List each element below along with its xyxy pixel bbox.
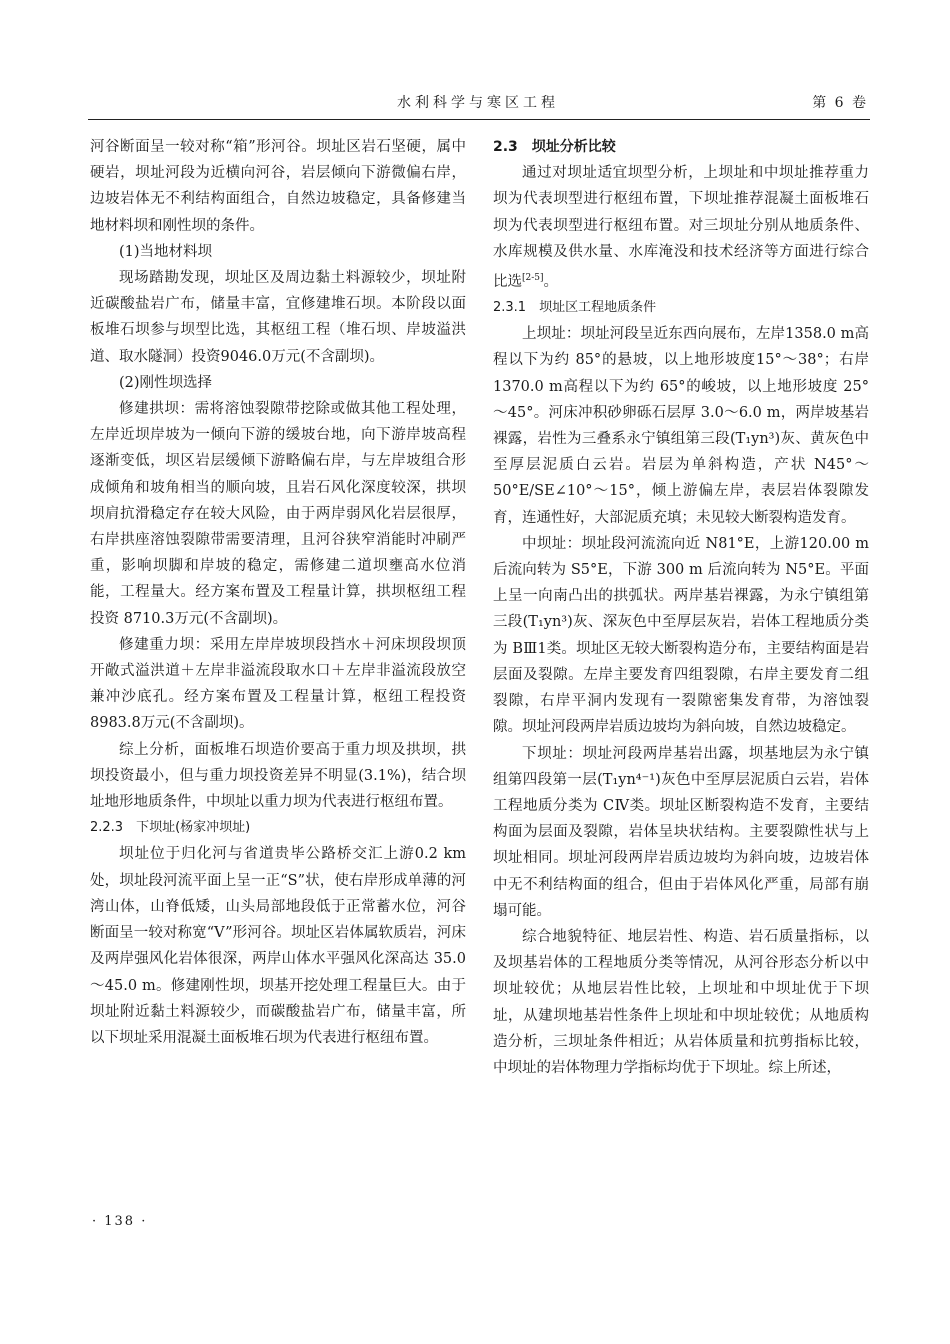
paragraph: 上坝址：坝址河段呈近东西向展布，左岸1358.0 m高程以下为约 85°的悬坡，以上地形坡度15°～38°；右岸 1370.0 m高程以下为约 65°的峻坡，以上地形坡度 25°～45°。河床冲积砂卵砾石层厚 3.0～6.0 m，两岸坡基岩裸露，岩性为三叠系永宁镇组第三段(T₁yn³)灰、黄灰色中至厚层泥质白云岩。岩层为单斜构造，产状 N45°～50°E/SE∠10°～15°，倾上游偏左岸，表层岩体裂隙发育，连通性好，大部泥质充填；未见较大断裂构造发育。 bbox=[493, 326, 869, 526]
paragraph-end: 。 bbox=[543, 273, 559, 290]
paragraph: 河谷断面呈一较对称“箱”形河谷。坝址区岩石坚硬，属中硬岩，坝址河段为近横向河谷，岩层倾向下游微偏右岸，边坡岩体无不利结构面组合，自然边坡稳定，具备修建当地材料坝和刚性坝的条件。 bbox=[90, 139, 466, 234]
page-number: · 138 · bbox=[92, 1214, 148, 1229]
paragraph: 中坝址：坝址段河流流向近 N81°E，上游120.00 m后流向转为 S5°E，下游 300 m 后流向转为 N5°E。平面上呈一向南凸出的拱弧状。两岸基岩裸露，为永宁镇组第三段(T₁yn³)灰、深灰色中至厚层灰岩，岩体工程地质分类为 BⅢ1类。坝址区无较大断裂构造分布，主要结构面是岩层面及裂隙。左岸主要发育四组裂隙，右岸主要发育二组裂隙，右岸平洞内发现有一裂隙密集发育带，为溶蚀裂隙。坝址河段两岸岩质边坡均为斜向坡，自然边坡稳定。 bbox=[493, 535, 869, 736]
paragraph: 下坝址：坝址河段两岸基岩出露，坝基地层为永宁镇组第四段第一层(T₁yn⁴⁻¹)灰色中至厚层泥质白云岩，岩体工程地质分类为 CⅣ类。坝址区断裂构造不发育，主要结构面为层面及裂隙，岩体呈块状结构。主要裂隙性状与上坝址相同。坝址河段两岸岩质边坡均为斜向坡，边坡岩体中无不利结构面的组合，但由于岩体风化严重，局部有崩塌可能。 bbox=[493, 745, 869, 919]
paragraph: 现场踏勘发现，坝址区及周边黏土料源较少，坝址附近碳酸盐岩广布，储量丰富，宜修建堆石坝。本阶段以面板堆石坝参与坝型比选，其枢纽工程（堆石坝、岸坡溢洪道、取水隧洞）投资9046.0万元(不含副坝)。 bbox=[90, 270, 466, 365]
section-heading-2-3-1: 2.3.1 坝址区工程地质条件 bbox=[493, 300, 657, 316]
header-rule bbox=[88, 119, 870, 120]
left-column bbox=[90, 134, 466, 1051]
paragraph-text: 通过对坝址适宜坝型分析，上坝址和中坝址推荐重力坝为代表坝型进行枢纽布置，下坝址推荐混凝土面板堆石坝为代表坝型进行枢纽布置。对三坝址分别从地质条件、水库规模及供水量、水库淹没和技术经济等方面进行综合比选 bbox=[493, 165, 869, 290]
paragraph bbox=[493, 160, 869, 295]
running-header bbox=[88, 88, 868, 114]
list-item-heading: (2)刚性坝选择 bbox=[119, 374, 213, 391]
list-item-heading: (1)当地材料坝 bbox=[119, 243, 213, 260]
volume-label: 第 6 卷 bbox=[812, 95, 868, 111]
paragraph: 坝址位于归化河与省道贵毕公路桥交汇上游0.2 km处，坝址段河流平面上呈一正“S”状，使右岸形成单薄的河湾山体，山脊低矮，山头局部地段低于正常蓄水位，河谷断面呈一较对称宽“V”形河谷。坝址区岩体属软质岩，河床及两岸强风化岩体很深，两岸山体水平强风化深高达 35.0～45.0 m。修建刚性坝，坝基开挖处理工程量巨大。由于坝址附近黏土料源较少，而碳酸盐岩广布，储量丰富，所以下坝址采用混凝土面板堆石坝为代表进行枢纽布置。 bbox=[90, 846, 466, 1046]
citation: [2-5] bbox=[522, 273, 544, 284]
paragraph: 修建拱坝：需将溶蚀裂隙带挖除或做其他工程处理，左岸近坝岸坡为一倾向下游的缓坡台地，向下游岸坡高程逐渐变低，坝区岩层缓倾下游略偏右岸，与左岸坡组合形成倾角和坡角相当的顺向坡，且岩石风化深度较深，拱坝坝肩抗滑稳定存在较大风险，由于两岸弱风化岩层很厚，右岸拱座溶蚀裂隙带需要清理，且河谷狭窄消能时冲刷严重，影响坝脚和岸坡的稳定，需修建二道坝壅高水位消能，工程量大。经方案布置及工程量计算，拱坝枢纽工程投资 8710.3万元(不含副坝)。 bbox=[90, 401, 466, 627]
paragraph: 修建重力坝：采用左岸岸坡坝段挡水＋河床坝段坝顶开敞式溢洪道＋左岸非溢流段取水口＋左岸非溢流段放空兼冲沙底孔。经方案布置及工程量计算，枢纽工程投资 8983.8万元(不含副坝)。 bbox=[90, 636, 466, 732]
section-heading-2-2-3: 2.2.3 下坝址(杨家冲坝址) bbox=[90, 820, 251, 836]
paragraph: 综合地貌特征、地层岩性、构造、岩石质量指标，以及坝基岩体的工程地质分类等情况，从河谷形态分析以中坝址较优；从地层岩性比较，上坝址和中坝址优于下坝址，从建坝地基岩性条件上坝址和中坝址较优；从地质构造分析，三坝址条件相近；从岩体质量和抗剪指标比较，中坝址的岩体物理力学指标均优于下坝址。综上所述， bbox=[493, 928, 869, 1076]
right-column bbox=[493, 134, 869, 1081]
paragraph: 综上分析，面板堆石坝造价要高于重力坝及拱坝，拱坝投资最小，但与重力坝投资差异不明显(3.1%)，结合坝址地形地质条件，中坝址以重力坝为代表进行枢纽布置。 bbox=[90, 741, 466, 811]
section-heading-2-3: 2.3 坝址分析比较 bbox=[493, 139, 616, 155]
journal-title: 水利科学与寒区工程 bbox=[397, 95, 559, 111]
